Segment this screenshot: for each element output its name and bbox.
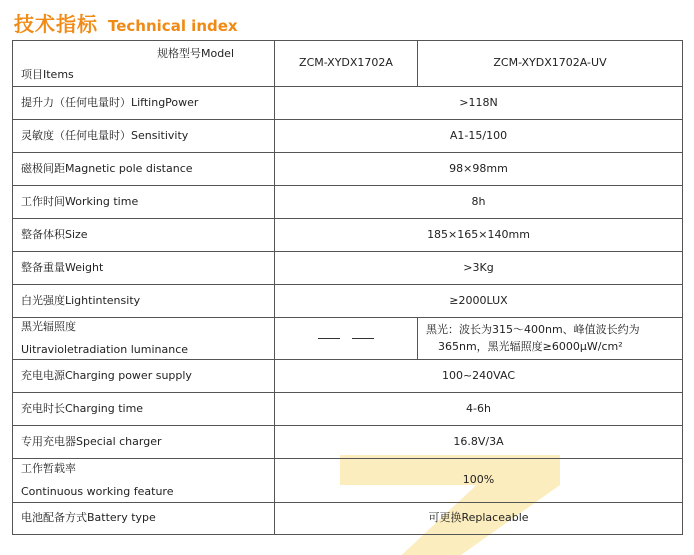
row-value: 16.8V/3A: [275, 426, 683, 459]
model-a-header: ZCM-XYDX1702A: [275, 41, 418, 87]
row-value: 100~240VAC: [275, 360, 683, 393]
battery-label: 电池配备方式Battery type: [13, 503, 275, 535]
row-label: 整备重量Weight: [13, 252, 275, 285]
duty-value: 100%: [275, 459, 683, 503]
title-english: Technical index: [108, 17, 238, 35]
table-row: [13, 252, 683, 285]
header-corner-cell: [13, 41, 275, 87]
row-value: 4-6h: [275, 393, 683, 426]
table-row: [13, 219, 683, 252]
uv-value-line1: 黑光：波长为315～400nm、峰值波长约为: [426, 322, 640, 336]
row-label: 专用充电器Special charger: [13, 426, 275, 459]
not-applicable-dash: [318, 338, 340, 339]
table-row: [13, 426, 683, 459]
duty-label-cn: 工作暂载率: [21, 462, 76, 476]
row-value: >118N: [275, 87, 683, 120]
table-row: [13, 360, 683, 393]
row-label: 灵敏度（任何电量时）Sensitivity: [13, 120, 275, 153]
row-value: 98×98mm: [275, 153, 683, 186]
row-value: 8h: [275, 186, 683, 219]
table-row: [13, 120, 683, 153]
uv-label-cn: 黑光辐照度: [21, 320, 76, 334]
table-header-row: [13, 41, 683, 87]
page-title: [14, 8, 238, 36]
header-model-label: 规格型号Model: [156, 47, 234, 60]
row-value: A1-15/100: [275, 120, 683, 153]
battery-value: 可更换Replaceable: [275, 503, 683, 535]
uv-value-line2: 365nm，黑光辐照度≥6000μW/cm²: [438, 340, 623, 353]
row-label: 工作时间Working time: [13, 186, 275, 219]
uv-model-b-cell: [418, 318, 683, 360]
duty-label-en: Continuous working feature: [21, 484, 174, 498]
model-b-header: ZCM-XYDX1702A-UV: [418, 41, 683, 87]
uv-model-a-cell: [275, 318, 418, 360]
duty-row: [13, 459, 683, 503]
uv-label-cell: [13, 318, 275, 360]
row-label: 充电电源Charging power supply: [13, 360, 275, 393]
table-row: [13, 153, 683, 186]
not-applicable-dash: [352, 338, 374, 339]
row-label: 充电时长Charging time: [13, 393, 275, 426]
title-chinese: 技术指标: [14, 12, 98, 36]
row-label: 整备体积Size: [13, 219, 275, 252]
row-value: 185×165×140mm: [275, 219, 683, 252]
table-row: [13, 393, 683, 426]
battery-row: [13, 503, 683, 535]
row-label: 提升力（任何电量时）LiftingPower: [13, 87, 275, 120]
table-row: [13, 285, 683, 318]
row-label: 磁极间距Magnetic pole distance: [13, 153, 275, 186]
row-value: >3Kg: [275, 252, 683, 285]
duty-label-cell: [13, 459, 275, 503]
uv-row: [13, 318, 683, 360]
row-value: ≥2000LUX: [275, 285, 683, 318]
spec-table: [12, 40, 683, 535]
uv-label-en: Uitravioletradiation luminance: [21, 342, 189, 356]
table-row: [13, 87, 683, 120]
header-items-label: 项目Items: [21, 67, 74, 81]
row-label: 白光强度Lightintensity: [13, 285, 275, 318]
table-row: [13, 186, 683, 219]
